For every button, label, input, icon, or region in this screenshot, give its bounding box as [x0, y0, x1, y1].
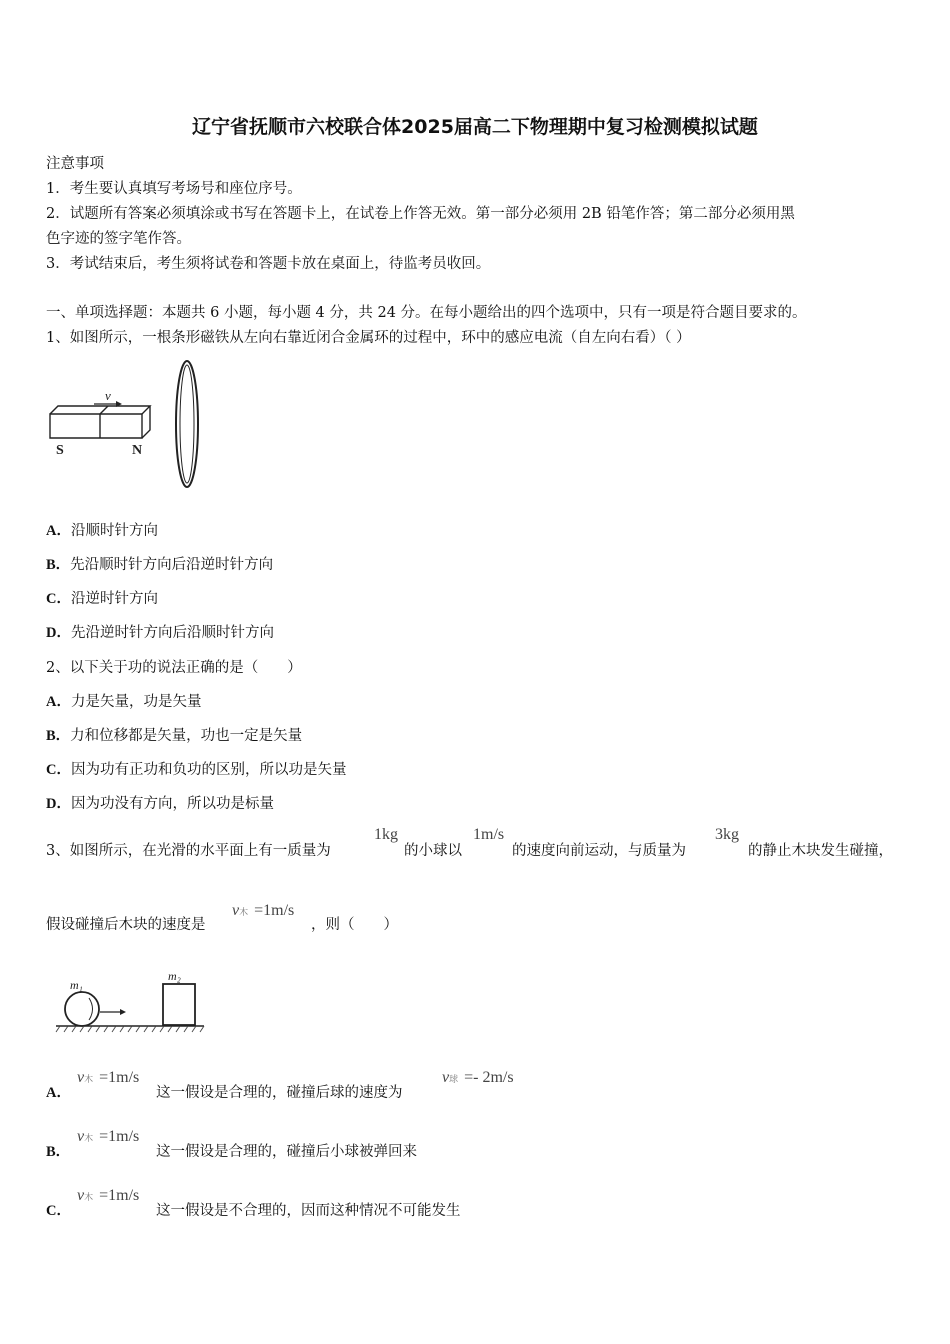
- option-d: D．先沿逆时针方向后沿顺时针方向: [46, 625, 274, 641]
- question-3-line2-part1: 假设碰撞后木块的速度是: [46, 917, 206, 933]
- collision-figure: [52, 965, 212, 1045]
- magnet-ring-figure: [44, 356, 214, 496]
- notice-item: 1．考生要认真填写考场号和座位序号。: [46, 181, 302, 197]
- option-a-text: 这一假设是合理的，碰撞后球的速度为: [156, 1085, 403, 1101]
- option-d: D．因为功没有方向，所以功是标量: [46, 796, 274, 812]
- wood-block: [163, 984, 195, 1025]
- question-1-stem: 1、如图所示，一根条形磁铁从左向右靠近闭合金属环的过程中，环中的感应电流（自左向右看）（ ）: [46, 330, 691, 346]
- mass-1-value: 1kg: [374, 826, 398, 843]
- option-b: B．先沿顺时针方向后沿逆时针方向: [46, 557, 274, 573]
- option-b-letter: B．: [46, 1144, 71, 1160]
- option-c-text: 这一假设是不合理的，因而这种情况不可能发生: [156, 1203, 461, 1219]
- m1-label: m₁: [70, 978, 83, 992]
- question-3-stem-part1: 3、如图所示，在光滑的水平面上有一质量为: [46, 843, 331, 859]
- pole-s-label: S: [56, 443, 64, 458]
- option-b: B．力和位移都是矢量，功也一定是矢量: [46, 728, 303, 744]
- velocity-label: v: [105, 388, 111, 403]
- metal-ring: [176, 361, 198, 487]
- notice-item: 2．试题所有答案必须填涂或书写在答题卡上，在试卷上作答无效。第一部分必须用 2B 铅笔作答；第二部分必须用黑: [46, 206, 795, 222]
- notice-item: 3．考试结束后，考生须将试卷和答题卡放在桌面上，待监考员收回。: [46, 256, 491, 272]
- option-c: C．因为功有正功和负功的区别，所以功是矢量: [46, 762, 347, 778]
- option-b-text: 这一假设是合理的，碰撞后小球被弹回来: [156, 1144, 417, 1160]
- notice-item: 色字迹的签字笔作答。: [46, 231, 191, 247]
- option-c-letter: C．: [46, 1203, 71, 1219]
- bar-magnet: [50, 406, 150, 438]
- v-block-expression: v木 =1m/s: [77, 1187, 140, 1204]
- mass-2-value: 3kg: [715, 826, 739, 843]
- metal-ring-inner: [180, 365, 194, 483]
- m2-label: m₂: [168, 969, 181, 983]
- v-block-expression: v木 =1m/s: [77, 1128, 140, 1145]
- question-3-stem-part2: 的小球以: [404, 843, 462, 859]
- v-ball-expression: v球 =- 2m/s: [442, 1069, 514, 1086]
- option-a: A．沿顺时针方向: [46, 523, 158, 539]
- speed-value: 1m/s: [473, 826, 505, 843]
- v-block-expression: v木 =1m/s: [77, 1069, 140, 1086]
- ground-hatching: [56, 1026, 204, 1032]
- page-title: 辽宁省抚顺市六校联合体2025届高二下物理期中复习检测模拟试题: [192, 116, 758, 138]
- question-2-stem: 2、以下关于功的说法正确的是（ ）: [46, 660, 302, 676]
- notice-heading: 注意事项: [46, 156, 104, 172]
- ball-velocity-arrowhead: [120, 1009, 126, 1015]
- ball-shading: [89, 998, 93, 1020]
- section-heading: 一、单项选择题：本题共 6 小题，每小题 4 分，共 24 分。在每小题给出的四个选项中，只有一项是符合题目要求的。: [46, 305, 807, 321]
- pole-n-label: N: [132, 443, 143, 458]
- v-block-expression: v木 =1m/s: [232, 902, 295, 919]
- option-c: C．沿逆时针方向: [46, 591, 158, 607]
- question-3-stem-part3: 的速度向前运动，与质量为: [512, 843, 686, 859]
- question-3-stem-part4: 的静止木块发生碰撞，: [748, 843, 893, 859]
- option-a: A．力是矢量，功是矢量: [46, 694, 202, 710]
- question-3-line2-part2: ，则（ ）: [311, 917, 398, 933]
- ball: [65, 992, 99, 1026]
- option-a-letter: A．: [46, 1085, 71, 1101]
